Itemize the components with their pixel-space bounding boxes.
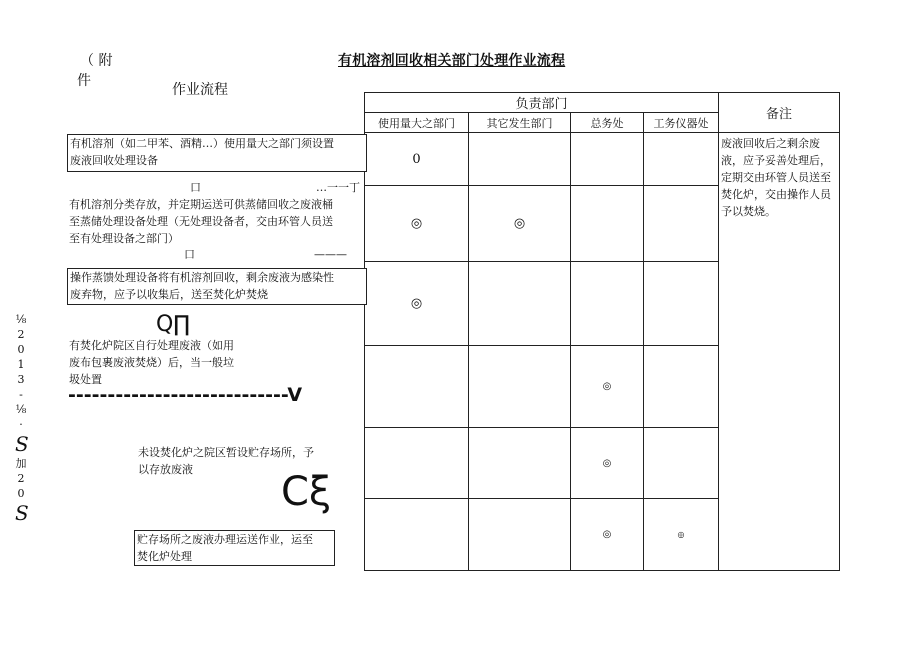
- appendix-label: （ 附: [80, 53, 113, 69]
- flow-step-6: [134, 530, 335, 566]
- responsibility-mark: ◎: [571, 346, 644, 428]
- connector-box-glyph: 口: [190, 181, 201, 194]
- responsibility-mark: [469, 428, 571, 499]
- side-char: 2: [17, 328, 25, 341]
- responsibility-mark: ◎: [365, 186, 469, 262]
- flow-step-line: 废弃物，应予以收集后，送至焚化炉焚烧: [70, 288, 268, 301]
- side-char: 2: [17, 472, 25, 485]
- connector-line: …一一丁: [316, 181, 360, 194]
- flow-step-line: 未设焚化炉之院区暂设贮存场所，予: [138, 446, 314, 459]
- responsibility-mark: [644, 346, 719, 428]
- responsibility-mark: [365, 499, 469, 571]
- responsibility-mark: [365, 428, 469, 499]
- dashed-arrow: ----------------------------V: [68, 384, 303, 406]
- responsibility-mark: [644, 133, 719, 186]
- flow-step-line: 圾处置: [69, 373, 102, 386]
- dept-header-engineering: 工务仪器处: [644, 113, 719, 133]
- flow-step-line: 废布包裹废液焚烧）后，当一般垃: [69, 356, 234, 369]
- responsibility-mark: [644, 428, 719, 499]
- responsibility-mark: 0: [365, 133, 469, 186]
- flow-step-line: 至有处理设备之部门）: [69, 232, 179, 245]
- responsibility-mark: [571, 186, 644, 262]
- flow-step-line: 有机溶剂（如二甲苯、酒精…）使用量大之部门须设置: [70, 137, 334, 150]
- remark-line: 废液回收后之剩余废: [721, 137, 820, 150]
- dept-header-major-user: 使用量大之部门: [365, 113, 469, 133]
- responsibility-mark: ◎: [469, 186, 571, 262]
- remarks-header: 备注: [719, 93, 840, 133]
- responsibility-mark: [571, 262, 644, 346]
- responsibility-mark: ◎: [644, 499, 719, 571]
- flow-header: 作业流程: [172, 82, 228, 98]
- dept-header-other: 其它发生部门: [469, 113, 571, 133]
- flow-step-line: 贮存场所之废液办理运送作业，运至: [137, 533, 313, 546]
- side-char: 0: [17, 343, 25, 356]
- remark-line: 予以焚烧。: [721, 205, 776, 218]
- responsibility-mark: [644, 262, 719, 346]
- flow-step-3: [67, 268, 367, 305]
- side-char: ⅛: [15, 403, 27, 416]
- side-margin-text: [15, 312, 27, 525]
- flow-step-4: [69, 337, 269, 388]
- side-char: ·: [19, 418, 23, 431]
- side-char: 加: [15, 457, 27, 470]
- side-char: S: [15, 432, 29, 456]
- connector-box-glyph: 口: [184, 248, 195, 261]
- responsibility-mark: [644, 186, 719, 262]
- responsibility-mark: [365, 346, 469, 428]
- responsibility-mark: ◎: [365, 262, 469, 346]
- remark-line: 焚化炉，交由操作人员: [721, 188, 831, 201]
- flow-step-line: 有焚化炉院区自行处理废液（如用: [69, 339, 234, 352]
- side-char: 3: [17, 373, 25, 386]
- responsible-dept-header: 负责部门: [365, 93, 719, 113]
- responsibility-mark: [469, 262, 571, 346]
- flow-step-line: 至蒸储处理设备处理（无处理设备者，交由环管人员送: [69, 215, 333, 228]
- flow-step-1: [67, 134, 367, 172]
- flow-step-line: 以存放废液: [138, 463, 193, 476]
- side-char: 0: [17, 487, 25, 500]
- responsibility-mark: ◎: [571, 499, 644, 571]
- flow-symbol: Cξ: [281, 469, 332, 515]
- side-char: 1: [17, 358, 25, 371]
- flow-step-line: 废液回收处理设备: [70, 154, 158, 167]
- responsibility-mark: [469, 499, 571, 571]
- side-char: ⅛: [15, 313, 27, 326]
- responsibility-table: [364, 92, 840, 571]
- appendix-label-cont: 件: [77, 73, 91, 89]
- remark-line: 定期交由环管人员送至: [721, 171, 831, 184]
- connector-line: ———: [314, 248, 347, 261]
- remark-line: 液，应予妥善处理后，: [721, 154, 831, 167]
- flow-step-2: [69, 196, 367, 247]
- responsibility-mark: [469, 346, 571, 428]
- document-title: 有机溶剂回收相关部门处理作业流程: [338, 53, 566, 69]
- flow-symbol: Q∏: [156, 312, 190, 337]
- flow-step-line: 焚化炉处理: [137, 550, 192, 563]
- dept-header-general-affairs: 总务处: [571, 113, 644, 133]
- flow-step-line: 操作蒸馈处理设备将有机溶剂回收，剩余废液为感染性: [70, 271, 334, 284]
- remarks-cell: [719, 133, 840, 571]
- responsibility-mark: ◎: [571, 428, 644, 499]
- flow-step-line: 有机溶剂分类存放，并定期运送可供蒸储回收之废液桶: [69, 198, 333, 211]
- side-char: S: [15, 501, 29, 525]
- side-char: -: [19, 388, 23, 401]
- table-row: [365, 133, 840, 186]
- responsibility-mark: [571, 133, 644, 186]
- responsibility-mark: [469, 133, 571, 186]
